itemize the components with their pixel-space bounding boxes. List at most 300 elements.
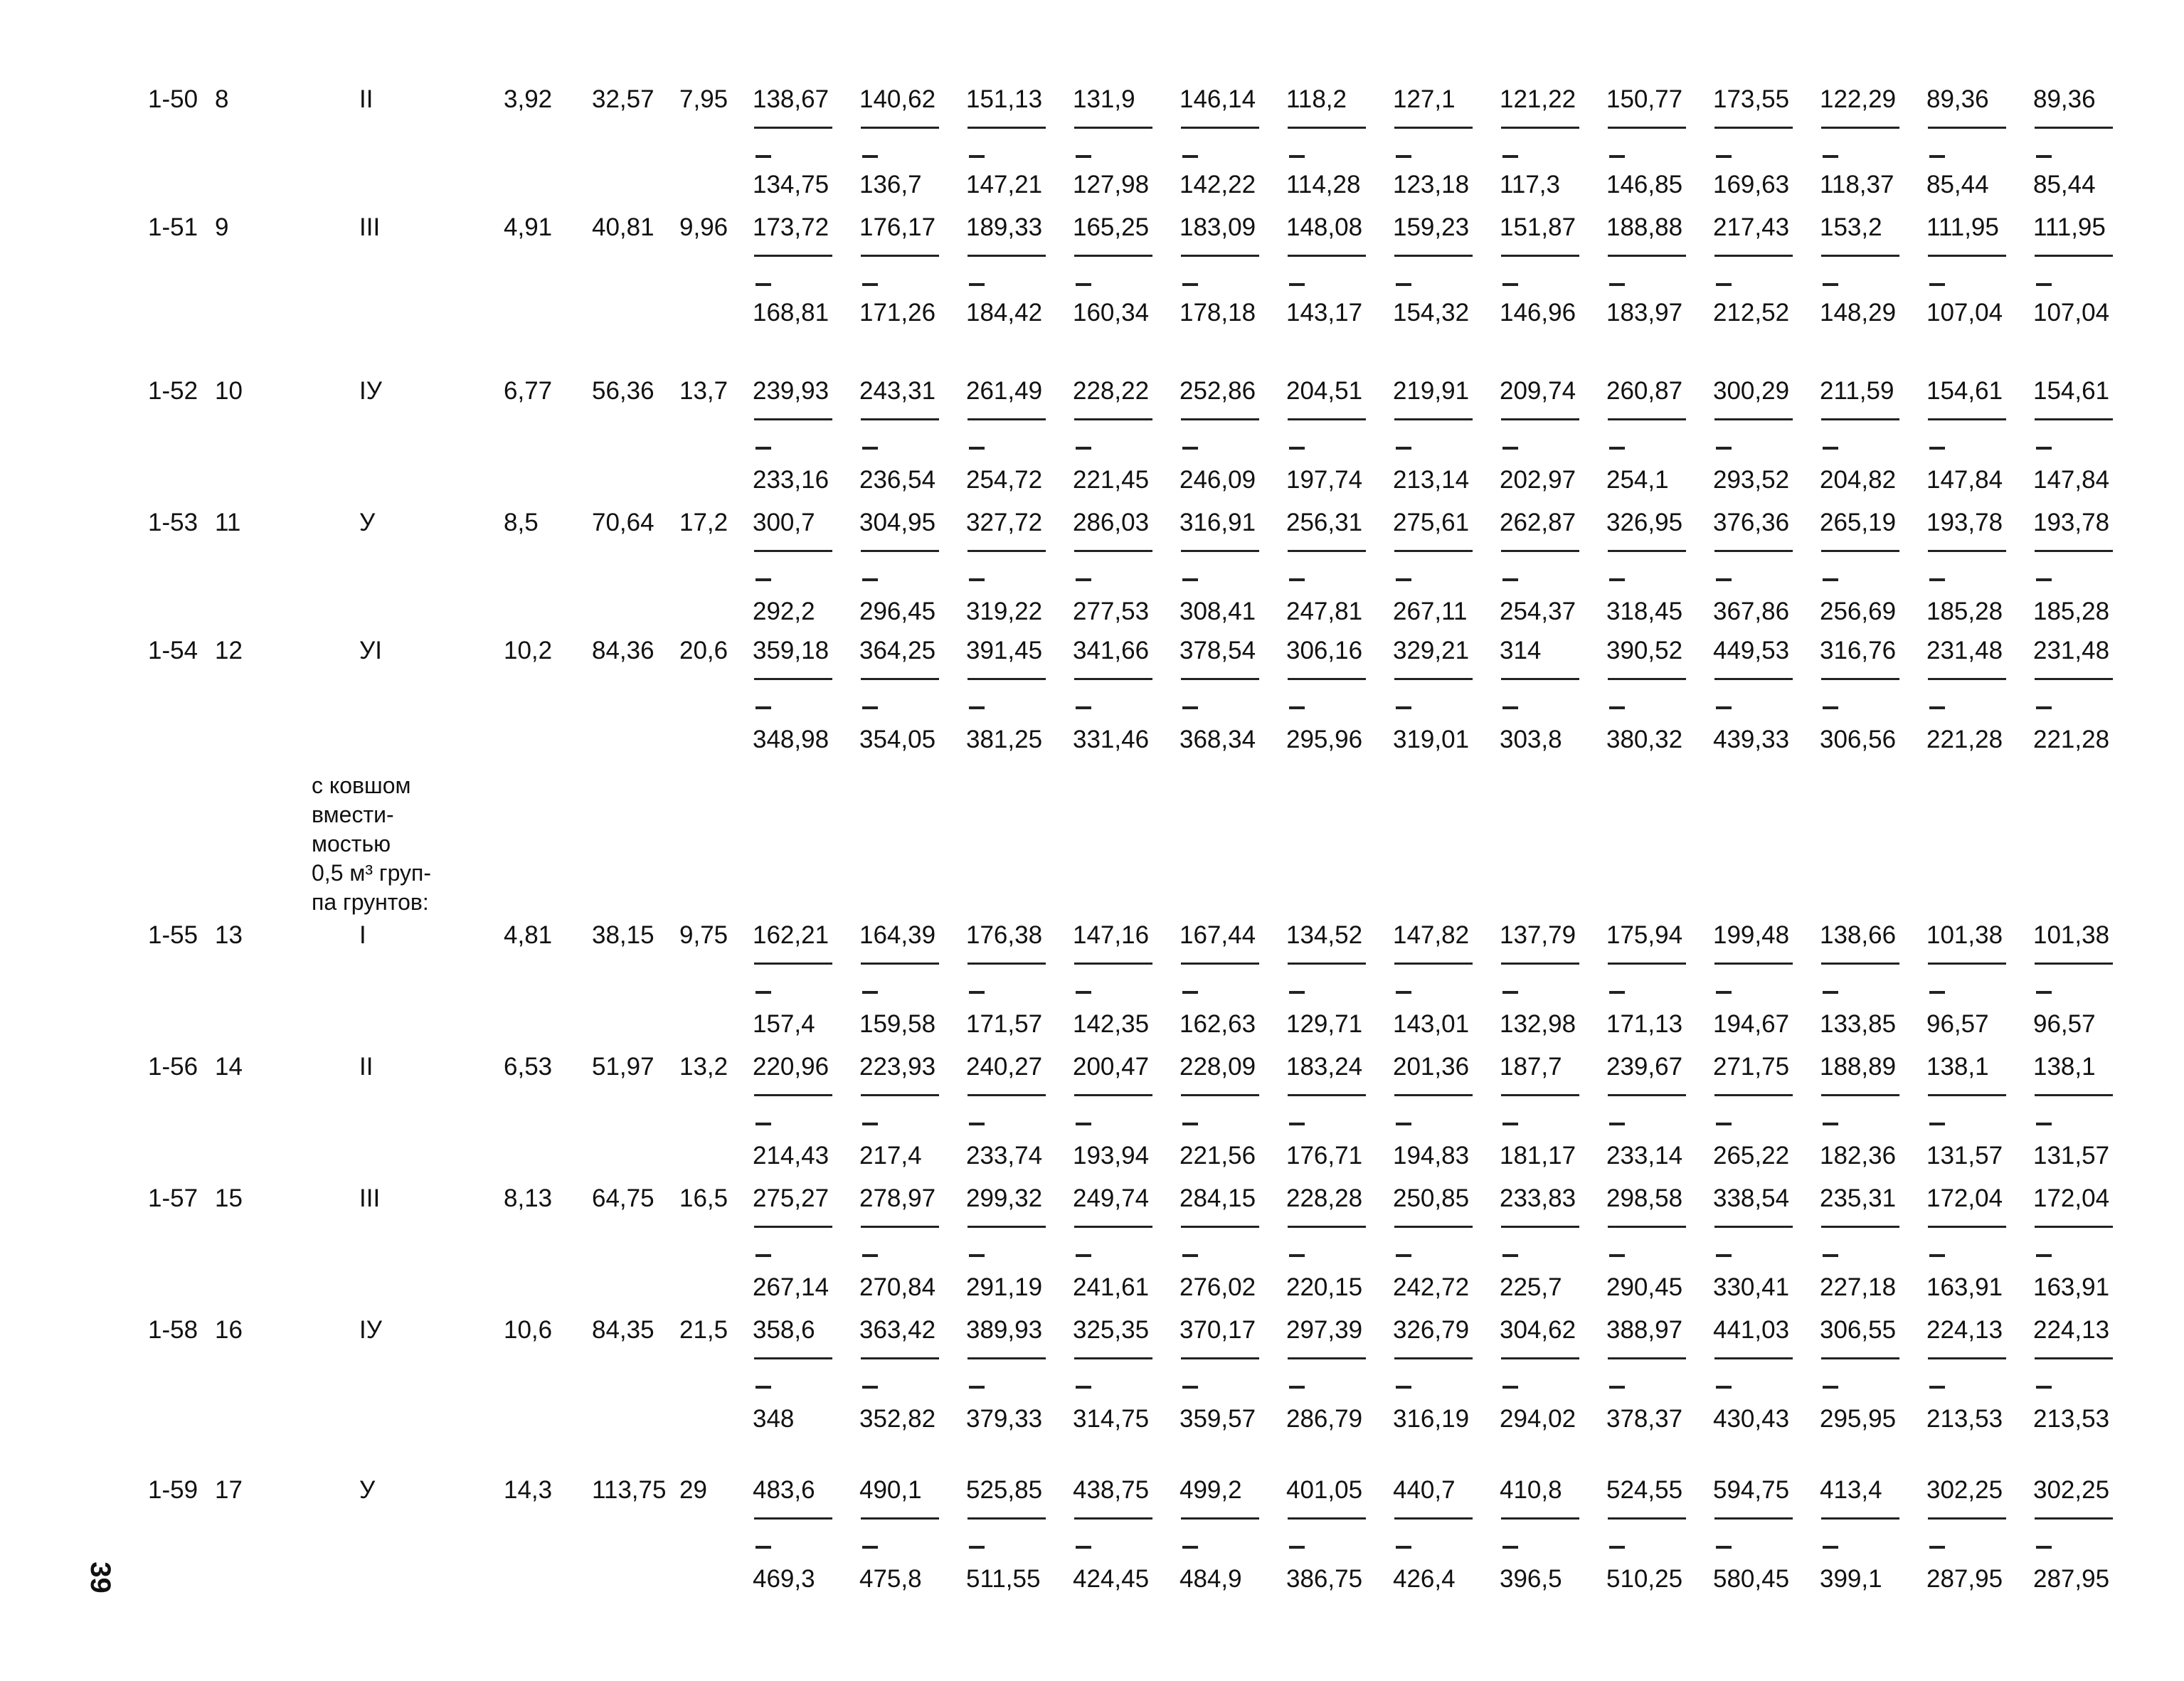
fraction-numerator: 275,27 [753,1184,829,1212]
fraction-line [1608,1517,1686,1520]
fraction-denominator: 396,5 [1500,1565,1562,1593]
fraction-numerator: 252,86 [1180,377,1256,405]
fraction-minus [1502,991,1518,994]
fraction-line [861,1226,939,1228]
fraction-numerator: 388,97 [1606,1316,1683,1344]
fraction-line [1714,550,1793,552]
fraction-numerator: 228,09 [1180,1053,1256,1081]
fraction-line [1714,127,1793,129]
fraction-denominator: 85,44 [1926,171,1989,198]
value-c1: 10,2 [504,637,553,664]
fraction-denominator: 142,35 [1073,1010,1150,1038]
fraction-numerator: 183,24 [1286,1053,1363,1081]
fraction-line [754,418,832,420]
fraction-numerator: 306,55 [1820,1316,1897,1344]
row-code: 1-57 [148,1184,198,1212]
fraction-minus [1823,447,1838,450]
fraction-line [1821,550,1899,552]
fraction-denominator: 236,54 [859,466,936,494]
row-code: 1-55 [148,921,198,949]
fraction-denominator: 176,71 [1286,1142,1363,1170]
fraction-minus [969,991,985,994]
fraction-numerator: 176,38 [966,921,1043,949]
fraction-minus [1823,706,1838,709]
fraction-denominator: 319,01 [1393,726,1470,753]
fraction-line [1181,963,1259,965]
fraction-numerator: 162,21 [753,921,829,949]
fraction-denominator: 194,83 [1393,1142,1470,1170]
fraction-minus [862,1386,878,1389]
fraction-line [754,1517,832,1520]
fraction-denominator: 142,22 [1180,171,1256,198]
fraction-numerator: 389,93 [966,1316,1043,1344]
fraction-denominator: 225,7 [1500,1273,1562,1301]
fraction-minus [1609,1386,1625,1389]
fraction-line [1394,127,1473,129]
fraction-denominator: 212,52 [1713,299,1790,327]
fraction-line [1928,963,2006,965]
fraction-minus [1609,155,1625,158]
fraction-denominator: 379,33 [966,1405,1043,1433]
fraction-denominator: 354,05 [859,726,936,753]
fraction-numerator: 138,1 [1926,1053,1989,1081]
fraction-numerator: 173,72 [753,213,829,241]
fraction-denominator: 107,04 [2033,299,2110,327]
fraction-denominator: 162,63 [1180,1010,1256,1038]
fraction-numerator: 138,1 [2033,1053,2096,1081]
fraction-denominator: 296,45 [859,598,936,625]
fraction-minus [1929,1254,1945,1257]
value-c2: 84,35 [592,1316,654,1344]
fraction-minus [1289,578,1305,581]
fraction-minus [756,1254,771,1257]
row-number: 13 [215,921,243,949]
fraction-numerator: 151,13 [966,85,1043,113]
fraction-denominator: 426,4 [1393,1565,1456,1593]
fraction-denominator: 287,95 [2033,1565,2110,1593]
fraction-numerator: 147,16 [1073,921,1150,949]
fraction-minus [862,578,878,581]
fraction-numerator: 228,22 [1073,377,1150,405]
fraction-numerator: 150,77 [1606,85,1683,113]
fraction-numerator: 239,67 [1606,1053,1683,1081]
fraction-line [1288,1226,1366,1228]
fraction-denominator: 131,57 [1926,1142,2003,1170]
fraction-numerator: 111,95 [2033,213,2106,241]
fraction-numerator: 265,19 [1820,509,1897,536]
fraction-denominator: 133,85 [1820,1010,1897,1038]
fraction-line [1074,1357,1152,1359]
fraction-denominator: 213,14 [1393,466,1470,494]
fraction-line [1821,1094,1899,1096]
fraction-line [1288,678,1366,680]
fraction-denominator: 368,34 [1180,726,1256,753]
fraction-line [754,1226,832,1228]
fraction-denominator: 146,96 [1500,299,1576,327]
fraction-numerator: 326,79 [1393,1316,1470,1344]
soil-group: IУ [359,377,382,405]
fraction-denominator: 469,3 [753,1565,815,1593]
fraction-numerator: 193,78 [1926,509,2003,536]
fraction-line [1501,1226,1579,1228]
fraction-numerator: 314 [1500,637,1542,664]
fraction-line [1394,418,1473,420]
fraction-line [1394,678,1473,680]
row-number: 15 [215,1184,243,1212]
fraction-numerator: 219,91 [1393,377,1470,405]
fraction-line [1074,127,1152,129]
fraction-numerator: 490,1 [859,1476,922,1504]
fraction-minus [1823,578,1838,581]
fraction-denominator: 319,22 [966,598,1043,625]
fraction-denominator: 213,53 [2033,1405,2110,1433]
fraction-denominator: 143,17 [1286,299,1363,327]
fraction-numerator: 390,52 [1606,637,1683,664]
fraction-numerator: 278,97 [859,1184,936,1212]
fraction-denominator: 96,57 [2033,1010,2096,1038]
fraction-numerator: 148,08 [1286,213,1363,241]
fraction-line [2035,550,2113,552]
fraction-denominator: 580,45 [1713,1565,1790,1593]
fraction-line [1074,550,1152,552]
fraction-denominator: 193,94 [1073,1142,1150,1170]
fraction-line [1288,127,1366,129]
fraction-minus [1182,706,1198,709]
fraction-denominator: 160,34 [1073,299,1150,327]
fraction-line [861,127,939,129]
fraction-denominator: 331,46 [1073,726,1150,753]
fraction-line [1288,255,1366,257]
fraction-line [754,255,832,257]
fraction-numerator: 217,43 [1713,213,1790,241]
fraction-line [1714,678,1793,680]
value-c2: 64,75 [592,1184,654,1212]
fraction-line [968,1094,1046,1096]
fraction-denominator: 185,28 [2033,598,2110,625]
fraction-denominator: 107,04 [1926,299,2003,327]
fraction-minus [1716,991,1732,994]
fraction-line [968,127,1046,129]
fraction-minus [756,447,771,450]
fraction-denominator: 242,72 [1393,1273,1470,1301]
fraction-numerator: 316,91 [1180,509,1256,536]
fraction-minus [1502,1254,1518,1257]
fraction-numerator: 209,74 [1500,377,1576,405]
fraction-line [1501,1357,1579,1359]
fraction-minus [1502,283,1518,286]
value-c3: 17,2 [679,509,728,536]
fraction-numerator: 261,49 [966,377,1043,405]
value-c1: 4,91 [504,213,553,241]
fraction-line [1608,127,1686,129]
fraction-numerator: 127,1 [1393,85,1456,113]
fraction-numerator: 187,7 [1500,1053,1562,1081]
fraction-minus [2036,1386,2052,1389]
soil-group: У [359,509,376,536]
fraction-denominator: 359,57 [1180,1405,1256,1433]
fraction-numerator: 176,17 [859,213,936,241]
fraction-numerator: 326,95 [1606,509,1683,536]
fraction-line [1181,550,1259,552]
fraction-minus [1396,1386,1411,1389]
value-c1: 10,6 [504,1316,553,1344]
fraction-numerator: 499,2 [1180,1476,1242,1504]
value-c2: 113,75 [592,1476,667,1504]
fraction-minus [1396,1123,1411,1125]
fraction-numerator: 204,51 [1286,377,1363,405]
note-line: вмести- [312,802,394,827]
fraction-minus [862,1546,878,1549]
value-c3: 21,5 [679,1316,728,1344]
fraction-minus [1823,1123,1838,1125]
fraction-numerator: 594,75 [1713,1476,1790,1504]
fraction-line [1928,550,2006,552]
fraction-minus [1929,991,1945,994]
fraction-minus [969,1546,985,1549]
value-c3: 9,75 [679,921,728,949]
fraction-minus [969,283,985,286]
fraction-minus [1396,991,1411,994]
fraction-numerator: 137,79 [1500,921,1576,949]
value-c2: 40,81 [592,213,654,241]
row-code: 1-56 [148,1053,198,1081]
fraction-denominator: 290,45 [1606,1273,1683,1301]
fraction-numerator: 154,61 [1926,377,2003,405]
row-code: 1-53 [148,509,198,536]
fraction-minus [1823,155,1838,158]
fraction-minus [1502,1546,1518,1549]
fraction-denominator: 163,91 [1926,1273,2003,1301]
fraction-denominator: 171,13 [1606,1010,1683,1038]
fraction-line [968,255,1046,257]
fraction-line [2035,418,2113,420]
fraction-line [1608,678,1686,680]
row-number: 16 [215,1316,243,1344]
value-c3: 13,7 [679,377,728,405]
fraction-denominator: 293,52 [1713,466,1790,494]
fraction-line [968,418,1046,420]
fraction-denominator: 194,67 [1713,1010,1790,1038]
fraction-line [1074,1094,1152,1096]
fraction-line [861,963,939,965]
fraction-numerator: 441,03 [1713,1316,1790,1344]
fraction-minus [1716,1254,1732,1257]
fraction-line [2035,678,2113,680]
fraction-numerator: 438,75 [1073,1476,1150,1504]
fraction-minus [1289,1123,1305,1125]
fraction-denominator: 117,3 [1500,171,1560,198]
fraction-minus [862,991,878,994]
fraction-minus [969,155,985,158]
fraction-line [1288,1094,1366,1096]
fraction-denominator: 159,58 [859,1010,936,1038]
fraction-numerator: 440,7 [1393,1476,1456,1504]
row-number: 8 [215,85,229,113]
fraction-line [754,1094,832,1096]
fraction-line [861,550,939,552]
fraction-numerator: 224,13 [2033,1316,2110,1344]
fraction-line [1288,550,1366,552]
fraction-minus [862,706,878,709]
fraction-denominator: 276,02 [1180,1273,1256,1301]
fraction-line [1821,1517,1899,1520]
fraction-line [1394,1357,1473,1359]
fraction-denominator: 163,91 [2033,1273,2110,1301]
fraction-numerator: 401,05 [1286,1476,1363,1504]
value-c3: 7,95 [679,85,728,113]
fraction-denominator: 118,37 [1820,171,1894,198]
fraction-numerator: 327,72 [966,509,1043,536]
fraction-minus [756,1123,771,1125]
fraction-line [1608,255,1686,257]
fraction-denominator: 178,18 [1180,299,1256,327]
fraction-minus [1396,706,1411,709]
fraction-denominator: 314,75 [1073,1405,1150,1433]
fraction-minus [756,283,771,286]
fraction-numerator: 271,75 [1713,1053,1790,1081]
fraction-line [1074,255,1152,257]
fraction-minus [1076,1123,1091,1125]
page-number: 39 [84,1561,116,1593]
fraction-line [861,418,939,420]
fraction-line [1181,418,1259,420]
row-number: 9 [215,213,229,241]
value-c2: 70,64 [592,509,654,536]
fraction-denominator: 352,82 [859,1405,936,1433]
fraction-numerator: 220,96 [753,1053,829,1081]
fraction-line [1714,1517,1793,1520]
fraction-denominator: 484,9 [1180,1565,1242,1593]
fraction-line [1928,127,2006,129]
fraction-denominator: 241,61 [1073,1273,1150,1301]
fraction-denominator: 430,43 [1713,1405,1790,1433]
fraction-minus [1396,1254,1411,1257]
fraction-line [1181,1226,1259,1228]
fraction-numerator: 359,18 [753,637,829,664]
row-code: 1-54 [148,637,198,664]
fraction-minus [1929,155,1945,158]
fraction-denominator: 294,02 [1500,1405,1576,1433]
fraction-line [1074,1226,1152,1228]
fraction-numerator: 316,76 [1820,637,1897,664]
row-code: 1-51 [148,213,198,241]
fraction-denominator: 348 [753,1405,795,1433]
fraction-line [1288,1357,1366,1359]
fraction-numerator: 164,39 [859,921,936,949]
fraction-denominator: 157,4 [753,1010,815,1038]
fraction-line [1608,1094,1686,1096]
fraction-line [1394,963,1473,965]
fraction-minus [1609,991,1625,994]
row-number: 14 [215,1053,243,1081]
fraction-minus [1609,447,1625,450]
fraction-denominator: 181,17 [1500,1142,1576,1170]
fraction-numerator: 525,85 [966,1476,1043,1504]
fraction-denominator: 204,82 [1820,466,1897,494]
fraction-denominator: 287,95 [1926,1565,2003,1593]
fraction-minus [862,283,878,286]
fraction-minus [1502,706,1518,709]
fraction-line [1501,678,1579,680]
value-c1: 3,92 [504,85,553,113]
fraction-numerator: 358,6 [753,1316,815,1344]
fraction-minus [1502,447,1518,450]
fraction-numerator: 199,48 [1713,921,1790,949]
fraction-line [968,678,1046,680]
value-c3: 9,96 [679,213,728,241]
fraction-minus [1502,1123,1518,1125]
fraction-line [1288,963,1366,965]
fraction-numerator: 118,2 [1286,85,1347,113]
fraction-denominator: 306,56 [1820,726,1897,753]
fraction-denominator: 247,81 [1286,598,1363,625]
fraction-denominator: 265,22 [1713,1142,1790,1170]
fraction-minus [1609,706,1625,709]
fraction-minus [1076,447,1091,450]
fraction-minus [1716,1546,1732,1549]
fraction-line [1181,678,1259,680]
fraction-minus [1182,283,1198,286]
fraction-minus [1182,991,1198,994]
fraction-denominator: 171,57 [966,1010,1043,1038]
fraction-line [2035,255,2113,257]
fraction-numerator: 249,74 [1073,1184,1150,1212]
fraction-denominator: 254,37 [1500,598,1576,625]
fraction-line [754,1357,832,1359]
fraction-line [1608,1357,1686,1359]
fraction-line [754,678,832,680]
fraction-denominator: 96,57 [1926,1010,1989,1038]
soil-group: II [359,1053,373,1081]
fraction-line [1501,1517,1579,1520]
fraction-line [1074,963,1152,965]
fraction-denominator: 184,42 [966,299,1043,327]
fraction-line [1714,1226,1793,1228]
fraction-line [2035,1094,2113,1096]
note-line: па грунтов: [312,889,429,915]
row-code: 1-52 [148,377,198,405]
fraction-numerator: 302,25 [1926,1476,2003,1504]
value-c1: 4,81 [504,921,553,949]
fraction-line [1821,255,1899,257]
fraction-numerator: 151,87 [1500,213,1576,241]
fraction-numerator: 121,22 [1500,85,1576,113]
fraction-denominator: 197,74 [1286,466,1363,494]
fraction-minus [969,447,985,450]
fraction-minus [1182,155,1198,158]
fraction-numerator: 101,38 [1926,921,2003,949]
fraction-line [1928,1226,2006,1228]
fraction-minus [756,1546,771,1549]
fraction-minus [1289,447,1305,450]
fraction-minus [1823,1254,1838,1257]
fraction-denominator: 147,84 [2033,466,2110,494]
fraction-line [1714,963,1793,965]
fraction-minus [1076,1546,1091,1549]
fraction-line [1501,1094,1579,1096]
fraction-minus [1929,706,1945,709]
fraction-line [1821,678,1899,680]
fraction-minus [1076,283,1091,286]
fraction-minus [1182,447,1198,450]
fraction-minus [1929,283,1945,286]
fraction-denominator: 227,18 [1820,1273,1897,1301]
fraction-denominator: 185,28 [1926,598,2003,625]
fraction-numerator: 165,25 [1073,213,1150,241]
fraction-minus [1716,283,1732,286]
fraction-denominator: 439,33 [1713,726,1790,753]
fraction-denominator: 202,97 [1500,466,1576,494]
